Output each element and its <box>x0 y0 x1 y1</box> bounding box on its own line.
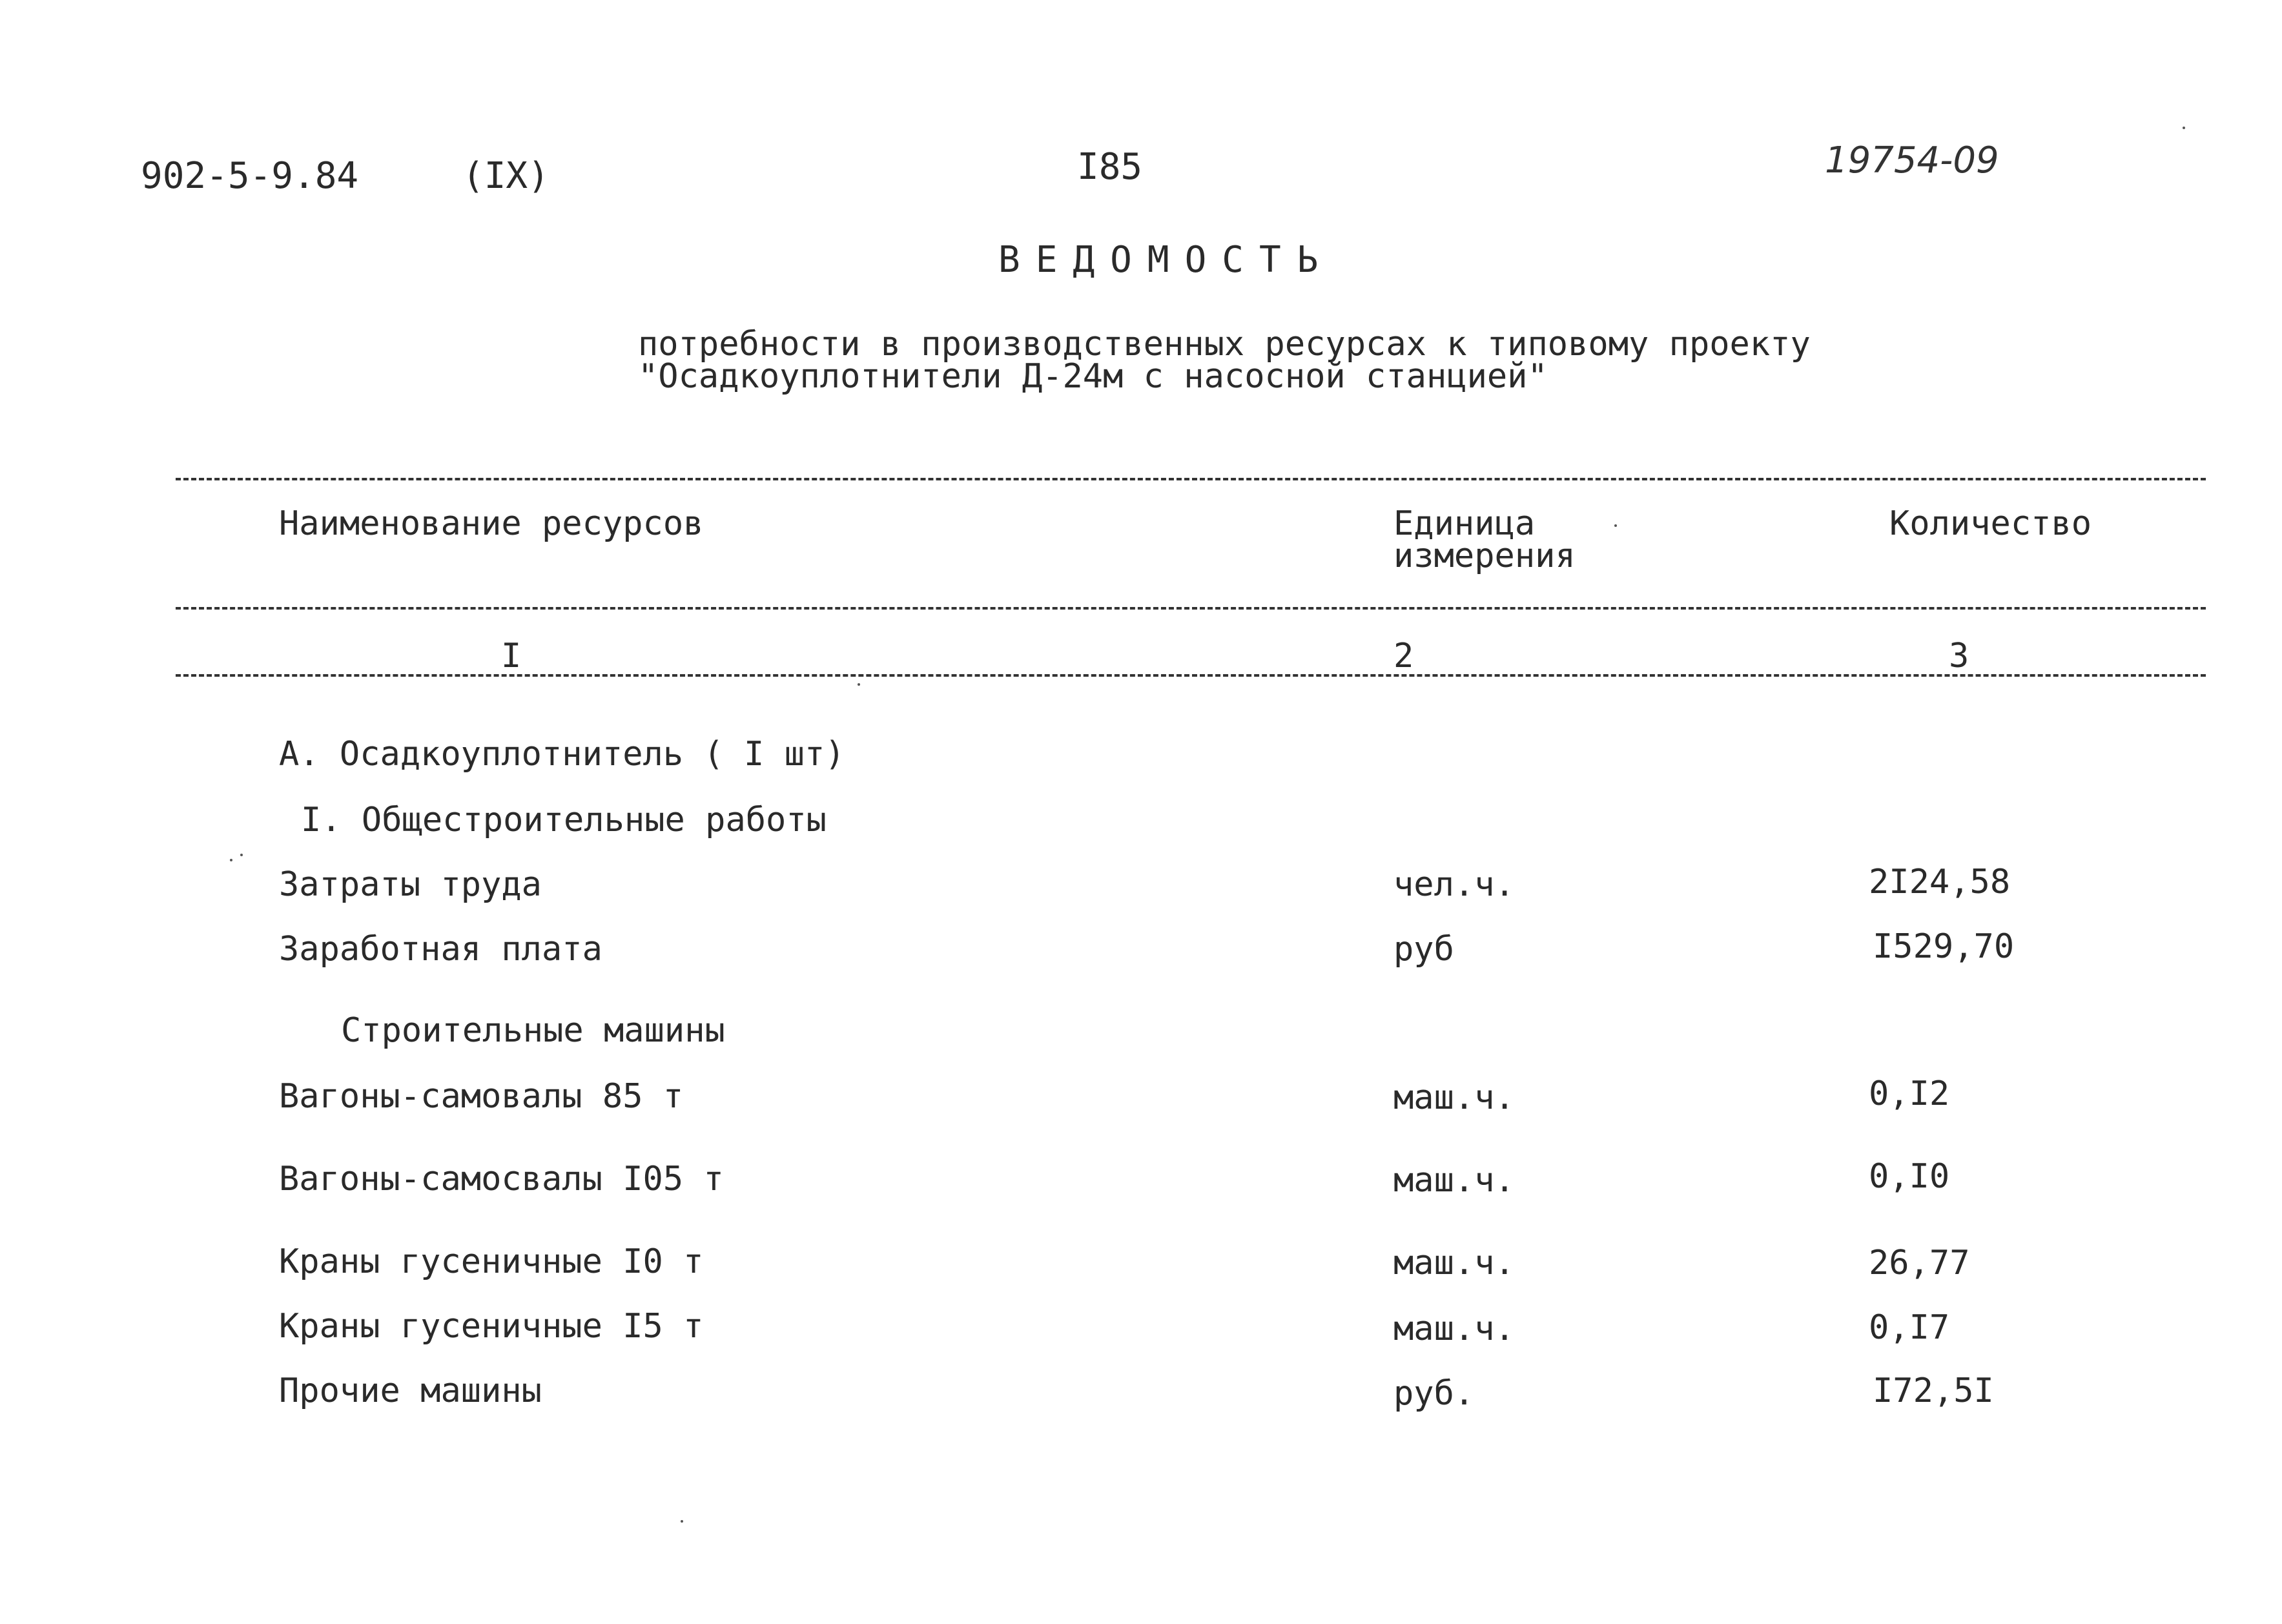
row-name: Краны гусеничные I5 т <box>279 1307 704 1346</box>
column-number-3: 3 <box>1949 637 1969 675</box>
column-header-unit-line1: Единица <box>1393 504 1536 543</box>
scan-speck <box>1614 524 1617 527</box>
document-title: ВЕДОМОСТЬ <box>998 239 1334 281</box>
part-number: (IX) <box>462 155 550 197</box>
subsection-heading: I. Общестроительные работы <box>301 801 827 839</box>
column-numbers-rule <box>176 674 2206 677</box>
page-number: I85 <box>1077 146 1143 188</box>
document-code: 902-5-9.84 <box>141 155 359 197</box>
header-bottom-rule <box>176 607 2206 610</box>
row-name: Заработная плата <box>279 930 602 969</box>
table-top-rule <box>176 478 2206 480</box>
row-quantity: 0,I0 <box>1869 1157 1950 1196</box>
row-name: Вагоны-самовалы 85 т <box>279 1077 684 1116</box>
row-quantity: 0,I2 <box>1869 1074 1950 1113</box>
row-name: Краны гусеничные I0 т <box>279 1242 704 1281</box>
group-heading: Строительные машины <box>341 1011 725 1050</box>
section-heading: А. Осадкоуплотнитель ( I шт) <box>279 735 845 774</box>
inventory-number: 19754-09 <box>1825 139 1999 181</box>
row-name: Прочие машины <box>279 1372 542 1410</box>
column-header-quantity: Количество <box>1889 504 2092 543</box>
column-number-1: I <box>501 637 522 675</box>
row-unit: руб. <box>1393 1374 1475 1413</box>
row-unit: руб <box>1393 930 1454 969</box>
row-quantity: 26,77 <box>1869 1244 1970 1282</box>
scan-speck <box>2183 127 2185 129</box>
scan-speck <box>858 683 860 686</box>
subtitle-line-2: "Осадкоуплотнители Д-24м с насосной станцией" <box>638 357 1548 396</box>
scan-speck <box>681 1520 683 1523</box>
row-unit: чел.ч. <box>1393 865 1515 904</box>
column-header-unit-line2: измерения <box>1393 537 1576 575</box>
row-unit: маш.ч. <box>1393 1310 1515 1348</box>
row-quantity: I72,5I <box>1873 1372 1994 1410</box>
row-unit: маш.ч. <box>1393 1161 1515 1200</box>
row-unit: маш.ч. <box>1393 1244 1515 1282</box>
row-quantity: I529,70 <box>1873 927 2015 966</box>
column-number-2: 2 <box>1393 637 1414 675</box>
row-unit: маш.ч. <box>1393 1078 1515 1117</box>
column-header-name: Наименование ресурсов <box>279 504 704 543</box>
row-name: Вагоны-самосвалы I05 т <box>279 1160 724 1198</box>
row-quantity: 2I24,58 <box>1869 863 2011 901</box>
scan-speck <box>240 854 243 856</box>
row-quantity: 0,I7 <box>1869 1308 1950 1347</box>
subtitle-line-1: потребности в производственных ресурсах к типовому проекту <box>638 325 1811 364</box>
row-name: Затраты труда <box>279 865 542 904</box>
scan-speck <box>230 859 232 861</box>
